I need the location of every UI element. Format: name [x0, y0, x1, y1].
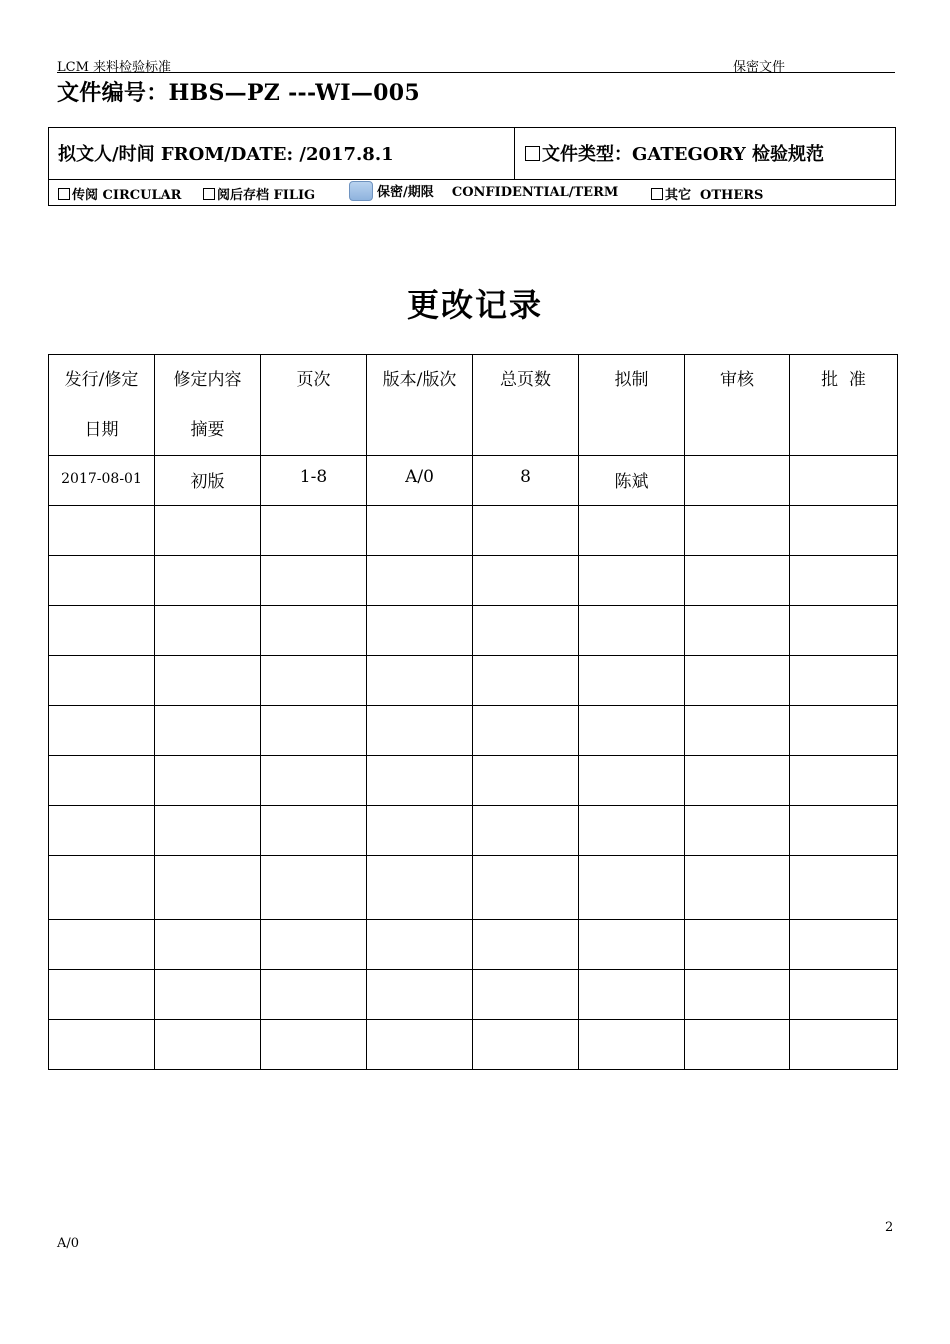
cell-value [49, 706, 154, 721]
cell-value [155, 856, 260, 867]
table-cell[interactable] [261, 456, 367, 506]
cell-value [473, 970, 578, 981]
cell-value [790, 970, 897, 981]
cell-value: 2017-08-01 [61, 471, 142, 487]
cell-value [49, 920, 154, 935]
cell-value [685, 970, 789, 981]
table-row [49, 706, 898, 756]
cell-value [790, 606, 897, 617]
option-filing-label: 阅后存档 FILIG [217, 188, 316, 203]
option-filing[interactable] [203, 184, 315, 203]
cell-value [155, 970, 260, 981]
table-header-row [49, 355, 898, 456]
table-cell[interactable] [49, 920, 155, 970]
table-cell[interactable] [155, 920, 261, 970]
cell-value [367, 856, 472, 867]
column-header-label: 总页数 [500, 370, 551, 390]
cell-value [579, 656, 684, 667]
cell-value [155, 920, 260, 931]
table-row [49, 606, 898, 656]
table-row [49, 806, 898, 856]
table-cell[interactable] [367, 606, 473, 656]
table-row [49, 656, 898, 706]
cell-value [579, 606, 684, 617]
table-cell[interactable] [579, 856, 685, 920]
table-row [49, 1020, 898, 1070]
table-cell[interactable] [49, 606, 155, 656]
table-cell[interactable] [473, 756, 579, 806]
column-header-label: 日期 [84, 420, 119, 440]
cell-value [685, 556, 789, 567]
cell-value [261, 506, 366, 517]
column-header-label: 版本/版次 [382, 370, 457, 390]
table-cell[interactable] [579, 606, 685, 656]
table-cell[interactable] [49, 706, 155, 756]
cell-value [261, 970, 366, 981]
footer-version: A/0 [57, 1236, 80, 1251]
cell-value [579, 970, 684, 981]
table-cell[interactable] [685, 920, 790, 970]
cell-value [261, 856, 366, 867]
table-cell[interactable] [261, 556, 367, 606]
cell-value [579, 806, 684, 817]
cell-value [367, 656, 472, 667]
table-cell[interactable] [579, 756, 685, 806]
table-cell[interactable] [790, 456, 898, 506]
table-cell[interactable] [473, 556, 579, 606]
table-cell[interactable] [49, 456, 155, 506]
header-doc-title: LCM 来料检验标准 [57, 60, 172, 75]
cell-value [49, 656, 154, 671]
option-circular-label: 传阅 CIRCULAR [72, 188, 182, 203]
table-cell[interactable] [261, 920, 367, 970]
table-cell[interactable] [579, 556, 685, 606]
cell-value [367, 970, 472, 981]
cell-value [261, 606, 366, 617]
checkbox-icon[interactable] [525, 146, 540, 161]
cell-value [473, 920, 578, 931]
table-cell[interactable] [155, 1020, 261, 1070]
cell-value [49, 606, 154, 621]
table-cell[interactable] [685, 856, 790, 920]
table-cell[interactable] [685, 756, 790, 806]
cell-value [155, 756, 260, 767]
table-cell[interactable] [579, 806, 685, 856]
option-circular[interactable] [58, 184, 181, 203]
cell-value [261, 556, 366, 567]
table-cell[interactable] [155, 506, 261, 556]
option-confidential-label: 保密/期限 CONFIDENTIAL/TERM [377, 185, 619, 200]
distribution-options [49, 180, 895, 205]
cell-value [261, 920, 366, 931]
cell-value [155, 1020, 260, 1031]
cell-value [579, 506, 684, 517]
column-header [685, 355, 790, 456]
table-cell[interactable] [579, 970, 685, 1020]
column-header [790, 355, 898, 456]
table-cell[interactable] [155, 756, 261, 806]
revision-record-table [48, 354, 898, 1070]
table-cell[interactable] [49, 856, 155, 920]
table-row [49, 506, 898, 556]
cell-value [261, 756, 366, 767]
column-header-label: 页次 [296, 370, 331, 390]
cell-value [579, 856, 684, 867]
table-cell[interactable] [790, 706, 898, 756]
table-cell[interactable] [790, 1020, 898, 1070]
cell-value [579, 706, 684, 717]
cell-value: 陈斌 [614, 472, 649, 492]
table-cell[interactable] [261, 656, 367, 706]
table-cell[interactable] [473, 456, 579, 506]
info-cell-doc-type [515, 128, 895, 179]
table-cell[interactable] [367, 970, 473, 1020]
table-cell[interactable] [790, 606, 898, 656]
table-cell[interactable] [367, 456, 473, 506]
cell-value [155, 656, 260, 667]
cell-value [473, 706, 578, 717]
table-row [49, 456, 898, 506]
table-cell[interactable] [367, 506, 473, 556]
column-header [367, 355, 473, 456]
table-cell[interactable] [367, 556, 473, 606]
table-cell[interactable] [790, 806, 898, 856]
cell-value [49, 806, 154, 821]
table-cell[interactable] [49, 756, 155, 806]
cell-value [367, 1020, 472, 1031]
page-title: 更改记录 [406, 286, 543, 324]
cell-value [367, 806, 472, 817]
cell-value: 8 [520, 467, 531, 487]
table-cell[interactable] [685, 506, 790, 556]
table-cell[interactable] [49, 556, 155, 606]
cell-value [49, 756, 154, 771]
table-cell[interactable] [367, 806, 473, 856]
document-info-box [48, 127, 896, 206]
table-cell[interactable] [790, 756, 898, 806]
table-cell[interactable] [155, 806, 261, 856]
table-cell[interactable] [685, 1020, 790, 1070]
table-cell[interactable] [473, 1020, 579, 1070]
cell-value [49, 556, 154, 571]
table-cell[interactable] [261, 856, 367, 920]
cell-value [367, 756, 472, 767]
cell-value [473, 606, 578, 617]
cell-value [685, 1020, 789, 1031]
table-cell[interactable] [685, 556, 790, 606]
table-row [49, 856, 898, 920]
table-cell[interactable] [367, 1020, 473, 1070]
cell-value [155, 556, 260, 567]
cell-value [261, 806, 366, 817]
cell-value [685, 920, 789, 931]
header-divider [57, 72, 895, 73]
table-cell[interactable] [473, 806, 579, 856]
cell-value: 初版 [190, 472, 225, 492]
cell-value [790, 756, 897, 767]
option-others-label: 其它 OTHERS [665, 188, 764, 203]
checkbox-icon[interactable] [651, 188, 663, 200]
column-header [261, 355, 367, 456]
table-cell[interactable] [685, 706, 790, 756]
cell-value [790, 456, 897, 467]
cell-value [790, 656, 897, 667]
checkbox-icon[interactable] [58, 188, 70, 200]
info-row-top [49, 128, 895, 180]
table-cell[interactable] [155, 456, 261, 506]
cell-value [49, 856, 154, 871]
table-cell[interactable] [473, 606, 579, 656]
cell-value [579, 556, 684, 567]
column-header [579, 355, 685, 456]
cell-value [685, 506, 789, 517]
cell-value [367, 556, 472, 567]
table-cell[interactable] [790, 920, 898, 970]
table-cell[interactable] [367, 756, 473, 806]
table-cell[interactable] [155, 970, 261, 1020]
info-cell-drafter [49, 128, 515, 179]
table-cell[interactable] [261, 970, 367, 1020]
table-cell[interactable] [579, 920, 685, 970]
table-cell[interactable] [473, 706, 579, 756]
table-cell[interactable] [261, 1020, 367, 1070]
table-cell[interactable] [49, 806, 155, 856]
cell-value [685, 856, 789, 867]
document-number: 文件编号：HBS—PZ ---WI—005 [57, 80, 420, 106]
cell-value [367, 506, 472, 517]
table-cell[interactable] [261, 506, 367, 556]
cell-value [579, 920, 684, 931]
cell-value [49, 1020, 154, 1035]
checked-checkbox-icon[interactable] [349, 181, 373, 201]
cell-value [685, 456, 789, 467]
page-number: 2 [885, 1220, 894, 1235]
table-cell[interactable] [261, 706, 367, 756]
cell-value [261, 656, 366, 667]
table-row [49, 970, 898, 1020]
table-cell[interactable] [155, 656, 261, 706]
option-confidential[interactable] [349, 181, 618, 201]
table-cell[interactable] [155, 706, 261, 756]
checkbox-icon[interactable] [203, 188, 215, 200]
cell-value [155, 706, 260, 717]
cell-value [473, 656, 578, 667]
cell-value [790, 806, 897, 817]
cell-value [790, 856, 897, 867]
table-cell[interactable] [367, 706, 473, 756]
table-cell[interactable] [685, 656, 790, 706]
table-cell[interactable] [685, 456, 790, 506]
cell-value [49, 970, 154, 985]
cell-value [155, 506, 260, 517]
drafter-date: 拟文人/时间 FROM/DATE: /2017.8.1 [58, 144, 394, 165]
cell-value [155, 606, 260, 617]
cell-value [579, 1020, 684, 1031]
table-cell[interactable] [579, 1020, 685, 1070]
table-cell[interactable] [49, 970, 155, 1020]
table-row [49, 556, 898, 606]
cell-value [473, 1020, 578, 1031]
cell-value [685, 706, 789, 717]
table-cell[interactable] [49, 1020, 155, 1070]
column-header-label: 审核 [720, 370, 754, 390]
cell-value [685, 606, 789, 617]
table-cell[interactable] [261, 606, 367, 656]
header-confidential-label: 保密文件 [733, 60, 786, 75]
table-cell[interactable] [261, 806, 367, 856]
cell-value [685, 806, 789, 817]
table-cell[interactable] [579, 656, 685, 706]
table-cell[interactable] [579, 506, 685, 556]
cell-value [579, 756, 684, 767]
table-cell[interactable] [49, 656, 155, 706]
cell-value [473, 806, 578, 817]
table-cell[interactable] [473, 656, 579, 706]
table-cell[interactable] [261, 756, 367, 806]
table-cell[interactable] [155, 606, 261, 656]
cell-value [155, 806, 260, 817]
cell-value [473, 506, 578, 517]
cell-value [49, 506, 154, 521]
cell-value [473, 556, 578, 567]
cell-value [261, 706, 366, 717]
table-cell[interactable] [155, 856, 261, 920]
column-header-label: 摘要 [190, 420, 225, 440]
column-header-label: 批 准 [821, 370, 866, 390]
cell-value [685, 756, 789, 767]
table-cell[interactable] [367, 856, 473, 920]
column-header-label: 修定内容 [173, 370, 242, 390]
option-others[interactable] [651, 184, 763, 203]
cell-value [473, 856, 578, 867]
table-cell[interactable] [790, 856, 898, 920]
table-cell[interactable] [790, 556, 898, 606]
cell-value: 1-8 [299, 467, 328, 487]
table-row [49, 920, 898, 970]
column-header-label: 拟制 [614, 370, 649, 390]
table-cell[interactable] [473, 970, 579, 1020]
cell-value [367, 706, 472, 717]
table-cell[interactable] [579, 706, 685, 756]
cell-value: A/0 [405, 467, 434, 487]
table-cell[interactable] [473, 506, 579, 556]
table-cell[interactable] [155, 556, 261, 606]
cell-value [790, 506, 897, 517]
cell-value [473, 756, 578, 767]
table-cell[interactable] [367, 656, 473, 706]
table-cell[interactable] [790, 970, 898, 1020]
table-cell[interactable] [49, 506, 155, 556]
cell-value [261, 1020, 366, 1031]
cell-value [367, 606, 472, 617]
cell-value [790, 706, 897, 717]
column-header [49, 355, 155, 456]
doc-type [525, 140, 824, 166]
doc-type-label: 文件类型：GATEGORY 检验规范 [542, 144, 825, 165]
column-header [473, 355, 579, 456]
column-header [155, 355, 261, 456]
cell-value [790, 920, 897, 931]
table-cell[interactable] [473, 920, 579, 970]
table-cell[interactable] [367, 920, 473, 970]
table-cell[interactable] [473, 856, 579, 920]
cell-value [367, 920, 472, 931]
column-header-label: 发行/修定 [64, 370, 139, 390]
cell-value [685, 656, 789, 667]
table-row [49, 756, 898, 806]
table-cell[interactable] [685, 606, 790, 656]
table-cell[interactable] [685, 970, 790, 1020]
table-cell[interactable] [685, 806, 790, 856]
table-cell[interactable] [579, 456, 685, 506]
cell-value [790, 1020, 897, 1031]
table-cell[interactable] [790, 656, 898, 706]
cell-value [790, 556, 897, 567]
table-cell[interactable] [790, 506, 898, 556]
